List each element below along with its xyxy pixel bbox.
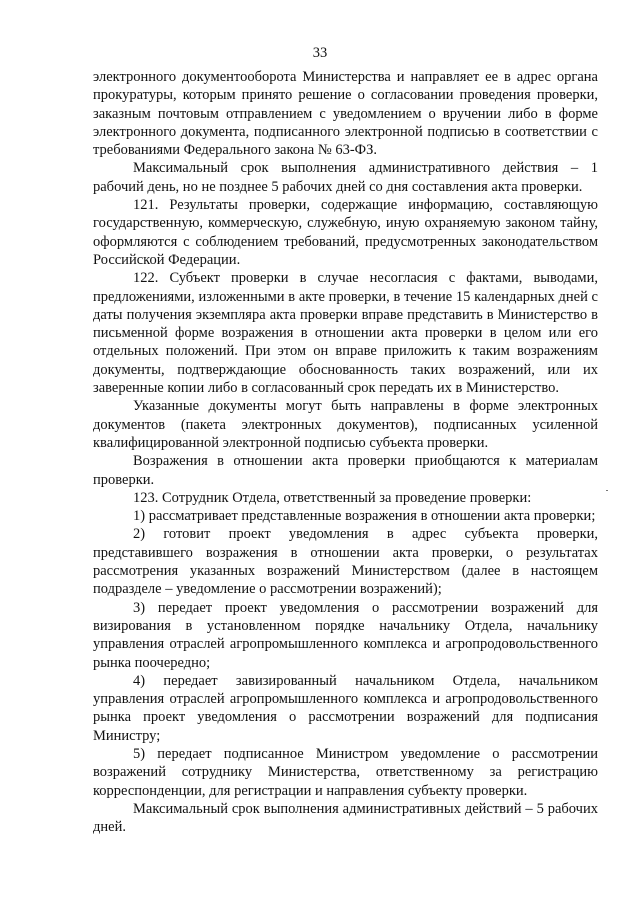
- list-item-5: 5) передает подписанное Министром уведомление о рассмотрении возражений сотруднику Министерства, ответственному за регистрацию корреспонденции, для регистрации и направления субъекту проверки.: [93, 745, 598, 799]
- list-item-1: 1) рассматривает представленные возражения в отношении акта проверки;: [133, 508, 596, 525]
- paragraph-continuation: электронного документооборота Министерства и направляет ее в адрес органа прокуратуры, которым принято решение о согласовании проведения проверки, заказным почтовым отправлением с уведомлением о вручении либо в форме электронного документа, подписанного электронной подписью в соответствии с требованиями Федерального закона № 63-ФЗ.: [93, 69, 598, 159]
- list-item-2: 2) готовит проект уведомления в адрес субъекта проверки, представившего возражения в отношении акта проверки, о результатах рассмотрения указанных возражений Министерством (далее в настоящем подразделе – уведомление о рассмотрении возражений);: [93, 526, 598, 598]
- paragraph-max-term-1-day: Максимальный срок выполнения административного действия – 1 рабочий день, но не позднее 5 рабочих дней со дня составления акта проверки.: [93, 160, 598, 195]
- list-item-4: 4) передает завизированный начальником Отдела, начальником управления отраслей агропромышленного комплекса и агропродовольственного рынка проект уведомления о рассмотрении возражений для подписания Министру;: [93, 672, 598, 744]
- document-body: [93, 68, 598, 836]
- paragraph-121: 121. Результаты проверки, содержащие информацию, составляющую государственную, коммерческую, служебную, иную охраняемую законом тайну, оформляются с соблюдением требований, предусмотренных законодательством Российской Федерации.: [93, 197, 598, 268]
- paragraph-electronic-documents: Указанные документы могут быть направлены в форме электронных документов (пакета электронных документов), подписанных усиленной квалифицированной электронной подписью субъекта проверки.: [93, 398, 598, 451]
- paragraph-objections-attached: Возражения в отношении акта проверки приобщаются к материалам проверки.: [93, 453, 598, 488]
- paragraph-max-term-5-days: Максимальный срок выполнения административных действий – 5 рабочих дней.: [93, 800, 598, 836]
- scan-artifact-mark: [606, 490, 608, 491]
- list-item-3: 3) передает проект уведомления о рассмотрении возражений для визирования в установленном порядке начальнику Отдела, начальнику управления отраслей агропромышленного комплекса и агропродовольственного рынка поочередно;: [93, 599, 598, 671]
- page-number: 33: [312, 45, 328, 61]
- paragraph-123: 123. Сотрудник Отдела, ответственный за проведение проверки:: [133, 489, 532, 506]
- paragraph-122: 122. Субъект проверки в случае несогласия с фактами, выводами, предложениями, изложенными в акте проверки, в течение 15 календарных дней с даты получения экземпляра акта проверки вправе представить в Министерство в письменной форме возражения в отношении акта проверки в целом или его отдельных положений. При этом он вправе приложить к таким возражениям документы, подтверждающие обоснованность таких возражений, или их заверенные копии либо в согласованный срок передать их в Министерство.: [93, 270, 598, 397]
